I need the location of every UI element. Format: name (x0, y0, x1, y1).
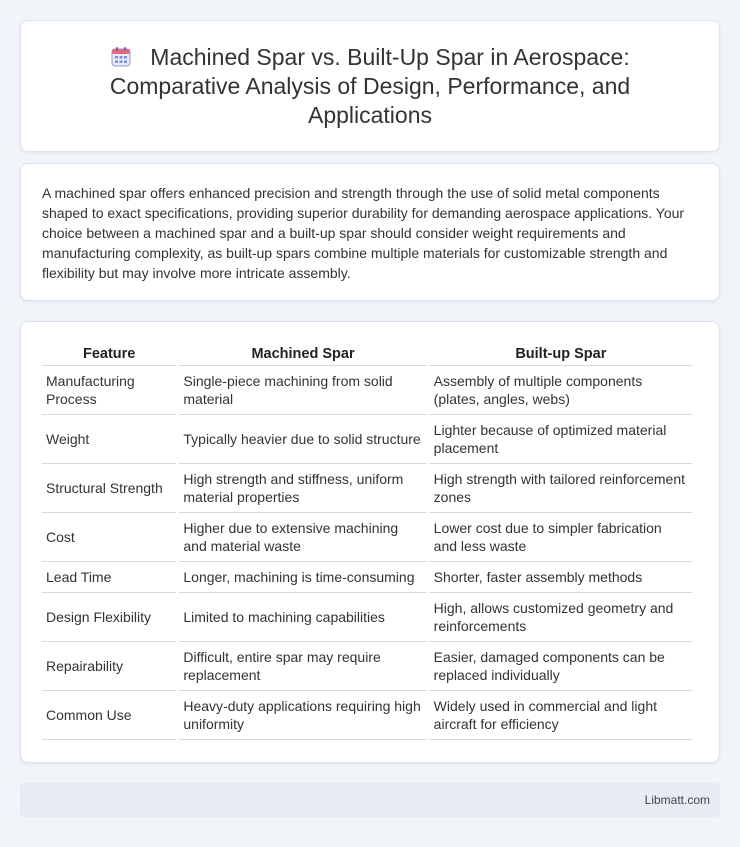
page-title-text: Machined Spar vs. Built-Up Spar in Aerospace: Comparative Analysis of Design, Performance, and Applications (109, 43, 631, 128)
built-up-cell: Lower cost due to simpler fabrication and less waste (430, 513, 692, 562)
built-up-cell: High, allows customized geometry and reinforcements (430, 593, 692, 642)
machined-cell: Difficult, entire spar may require replacement (179, 642, 426, 691)
built-up-cell: Easier, damaged components can be replaced individually (430, 642, 692, 691)
table-row (42, 593, 692, 642)
page-title (70, 43, 670, 130)
built-up-cell: Assembly of multiple components (plates, angles, webs) (430, 366, 692, 415)
feature-cell: Manufacturing Process (42, 366, 176, 415)
machined-cell: Heavy-duty applications requiring high uniformity (179, 691, 426, 740)
table-row (42, 642, 692, 691)
feature-cell: Cost (42, 513, 176, 562)
table-header-row (42, 342, 692, 366)
machined-cell: Limited to machining capabilities (179, 593, 426, 642)
table-row (42, 562, 692, 593)
intro-paragraph: A machined spar offers enhanced precision and strength through the use of solid metal components shaped to exact specifications, providing superior durability for demanding aerospace applications. Your choice between a machined spar and a built-up spar should consider weight requirements and manufacturing complexity, as built-up spars combine multiple materials for customizable strength and flexibility but may involve more intricate assembly. (42, 185, 685, 281)
table-row (42, 415, 692, 464)
footer-brand[interactable]: Libmatt.com (644, 793, 710, 807)
footer (20, 783, 720, 817)
table-row (42, 464, 692, 513)
feature-cell: Common Use (42, 691, 176, 740)
machined-cell: Single-piece machining from solid material (179, 366, 426, 415)
feature-cell: Design Flexibility (42, 593, 176, 642)
machined-cell: Higher due to extensive machining and material waste (179, 513, 426, 562)
feature-cell: Structural Strength (42, 464, 176, 513)
table-row (42, 513, 692, 562)
feature-cell: Repairability (42, 642, 176, 691)
comparison-table (39, 342, 695, 740)
built-up-cell: Widely used in commercial and light aircraft for efficiency (430, 691, 692, 740)
calendar-icon (110, 46, 132, 68)
table-row (42, 691, 692, 740)
table-row (42, 366, 692, 415)
title-card (20, 20, 720, 152)
column-header-feature: Feature (42, 342, 176, 366)
comparison-card (20, 321, 720, 763)
machined-cell: Typically heavier due to solid structure (179, 415, 426, 464)
machined-cell: High strength and stiffness, uniform material properties (179, 464, 426, 513)
machined-cell: Longer, machining is time-consuming (179, 562, 426, 593)
feature-cell: Lead Time (42, 562, 176, 593)
built-up-cell: High strength with tailored reinforcement zones (430, 464, 692, 513)
feature-cell: Weight (42, 415, 176, 464)
built-up-cell: Shorter, faster assembly methods (430, 562, 692, 593)
built-up-cell: Lighter because of optimized material placement (430, 415, 692, 464)
intro-card (20, 163, 720, 301)
column-header-built-up: Built-up Spar (430, 342, 692, 366)
column-header-machined: Machined Spar (179, 342, 426, 366)
